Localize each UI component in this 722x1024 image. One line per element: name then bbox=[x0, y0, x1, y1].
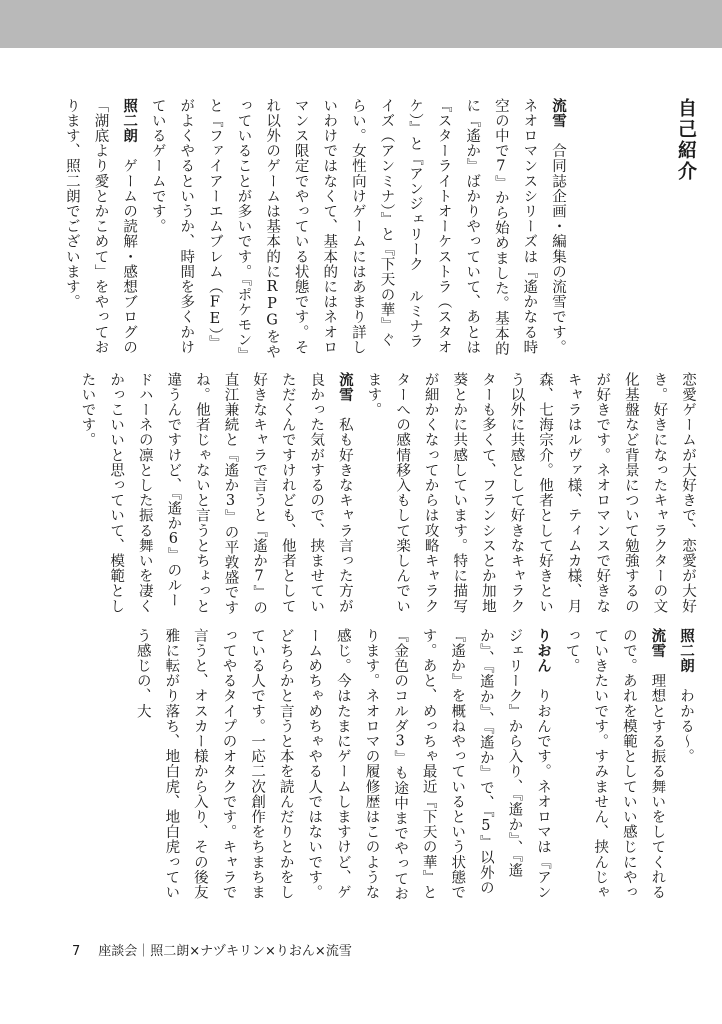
paragraph-text: わかる～。 bbox=[678, 673, 694, 764]
paragraph-text: りおんです。ネオロマは『アンジェリーク』から入り、『遙か』、『遙か』、『遙か』、『遙か』で、『5』以外の『遙か』を概ねやっているという状態です。あと、めっちゃ最近『下天の華』と『金色のコルダ3』も途中までやっております。ネオロマの履修歴はこのような感じ。今はたまにゲームしますけど、ゲームめちゃめちゃやる人ではないです。どちらかと言うと本を読んだりとかをしている人です。一応二次創作をちまちまってやるタイプのオタクです。キャラで言うと、オスカー様から入り、その後友雅に転がり落ち、地白虎、地白虎っていう感じの、大 bbox=[134, 628, 552, 902]
speaker-name: 照二朗 bbox=[121, 98, 138, 144]
paragraph bbox=[671, 628, 700, 910]
paragraph bbox=[359, 372, 702, 617]
speaker-name: 流雪 bbox=[550, 98, 566, 129]
paragraph bbox=[143, 98, 572, 360]
speaker-name: 照二朗 bbox=[678, 628, 694, 674]
paragraph-text: 理想とする振る舞いをしてくれるので。あれを模範としていい感じにやっていきたいです。すみません、挟んじゃって。 bbox=[563, 628, 666, 900]
paragraph bbox=[57, 98, 143, 360]
running-title: 座談会｜照二朗×ナヅキリン×りおん×流雪 bbox=[98, 944, 352, 959]
paragraph bbox=[128, 628, 557, 910]
paragraph-text: ゲームの読解・感想ブログの「湖底より愛とかこめて」をやっております、照二朗でございます。 bbox=[63, 98, 138, 355]
lower-paragraphs bbox=[60, 628, 700, 910]
page-footer bbox=[72, 940, 352, 959]
speaker-name: 流雪 bbox=[336, 372, 353, 403]
header-band bbox=[0, 0, 722, 48]
page-number: 7 bbox=[72, 944, 81, 959]
paragraph-text: 恋愛ゲームが大好きで、恋愛が大好き。好きになったキャラクターの文化基盤など背景について勉強するのが好きです。ネオロマンスで好きなキャラはルヴァ様、ティムカ様、月森、七海宗介。他者として好きという以外に共感として好きなキャラクターも多くて、フランシスとか加地葵とかに共感しています。特に描写が細かくなってからは攻略キャラクターへの感情移入もして楽しんでいます。 bbox=[365, 372, 696, 614]
middle-paragraphs bbox=[79, 372, 702, 617]
paragraph bbox=[557, 628, 671, 910]
speaker-name: りおん bbox=[535, 628, 552, 674]
intro-paragraphs bbox=[62, 98, 572, 360]
paragraph-text: 私も好きなキャラ言った方が良かった気がするので、挟ませていただくんですけれども、他者として好きなキャラで言うと『遙か7』の直江兼続と『遙か3』の平敦盛ですね。他者じゃないと言うとちょっと違うんですけど、『遙か6』のルードハーネの凛とした振る舞いを凄くかっこいいと思っていて、模範としたいです。 bbox=[79, 372, 353, 616]
section-title: 自己紹介 bbox=[675, 98, 697, 182]
paragraph-text: 合同誌企画・編集の流雪です。ネオロマンスシリーズは『遙かなる時空の中で7』から始めました。基本的に『遙か』ばかりやっていて、あとは『スターライトオーケストラ（スタオケ）』と『アンジェリーク ルミナライズ（アンミナ）』と『下天の華』ぐらい。女性向けゲームにはあまり詳しいわけではなくて、基本的にはネオロマンス限定でやっている状態です。それ以外のゲームは基本的にRPGをやっていることが多いです。『ポケモン』と『ファイアーエムブレム（FE）』がよくやるというか、時間を多くかけているゲームです。 bbox=[149, 98, 566, 360]
section-heading-column bbox=[570, 98, 700, 360]
speaker-name: 流雪 bbox=[649, 628, 666, 659]
paragraph bbox=[73, 372, 359, 617]
